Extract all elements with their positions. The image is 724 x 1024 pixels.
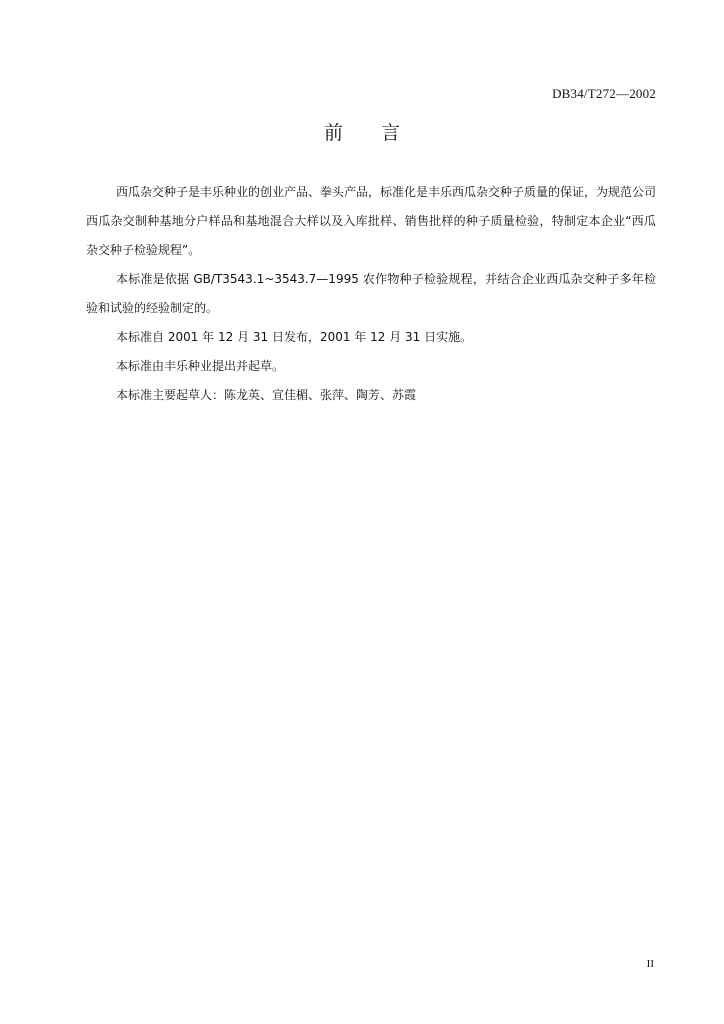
- paragraph-proposer: 本标准由丰乐种业提出并起草。: [116, 359, 285, 373]
- page-title-part-2: 言: [381, 122, 401, 144]
- paragraph-dates: 本标准自 2001 年 12 月 31 日发布，2001 年 12 月 31 日实施。: [116, 330, 473, 344]
- page-title-part-1: 前: [323, 122, 343, 144]
- paragraph-basis: 本标准是依据 GB/T3543.1~3543.7—1995 农作物种子检验规程，并结合企业西瓜杂交种子多年检验和试验的经验制定的。: [86, 272, 656, 315]
- foreword-body: [86, 178, 656, 410]
- document-code: DB34/T272—2002: [552, 86, 656, 101]
- paragraph-purpose: 西瓜杂交种子是丰乐种业的创业产品、拳头产品，标准化是丰乐西瓜杂交种子质量的保证，为规范公司西瓜杂交制种基地分户样品和基地混合大样以及入库批样、销售批样的种子质量检验，特制定本企业“西瓜杂交种子检验规程”。: [86, 185, 657, 257]
- paragraph-drafters: 本标准主要起草人：陈龙英、宣佳楣、张萍、陶芳、苏霞: [116, 388, 417, 402]
- page-number: II: [646, 958, 654, 970]
- page-title: [0, 118, 724, 145]
